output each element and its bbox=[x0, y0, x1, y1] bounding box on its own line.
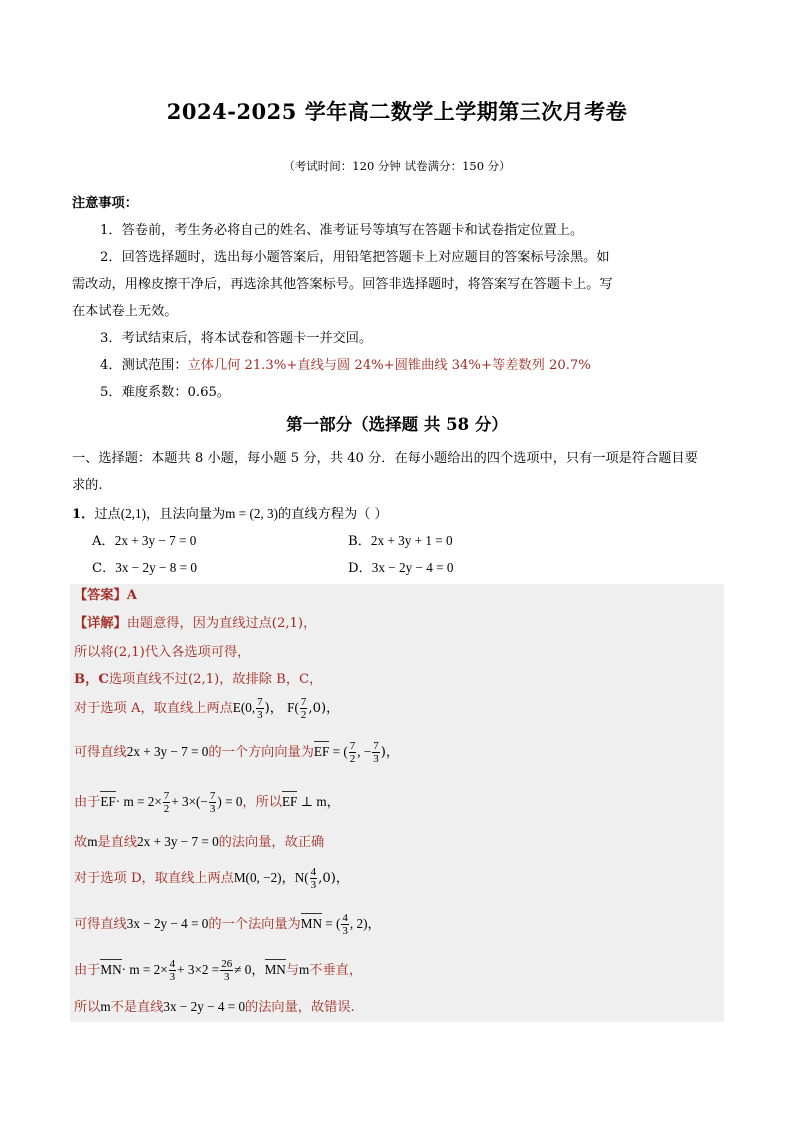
fraction: $\frac{26}{3}$ bbox=[221, 958, 233, 983]
notice-item-4 bbox=[100, 354, 591, 373]
vector-mn: MN bbox=[100, 962, 122, 977]
vector-m: m bbox=[87, 834, 98, 849]
question-1-stem bbox=[72, 503, 388, 522]
answer-tag: 【答案】 bbox=[74, 588, 127, 603]
range-label: 4．测试范围： bbox=[100, 358, 188, 373]
answer-line bbox=[74, 584, 137, 603]
notice-item-2: 2．回答选择题时，选出每小题答案后，用铅笔把答题卡上对应题目的答案标号涂黑。如 bbox=[100, 250, 610, 265]
detail-line-11 bbox=[74, 996, 355, 1015]
vector-ef: EF bbox=[313, 744, 330, 759]
option-label: D． bbox=[348, 561, 372, 576]
stem-point: (2,1) bbox=[120, 506, 147, 521]
fraction: $\frac{7}{2}$ bbox=[349, 740, 356, 765]
vector-ef: EF bbox=[100, 794, 116, 809]
solution-text: 可得直线 bbox=[74, 917, 127, 932]
stem-part: 的直线方程为（ ） bbox=[278, 507, 388, 522]
expression: + 3×2 = bbox=[177, 962, 220, 977]
vector-ef: EF bbox=[281, 794, 298, 809]
option-text: 3x − 2y − 4 = 0 bbox=[371, 560, 454, 575]
point-n: N( bbox=[294, 870, 309, 885]
equation: 3x − 2y − 4 = 0 bbox=[163, 999, 246, 1014]
equation: 3x − 2y − 4 = 0 bbox=[126, 916, 209, 931]
detail-line-5: 可得直线2x + 3y − 7 = 0的一个方向向量为EF = ( $\frac{7}{2}$ , − $\frac{7}{3}$ )， bbox=[74, 740, 400, 765]
notice-item-3: 3．考试结束后，将本试卷和答题卡一并交回。 bbox=[100, 331, 373, 346]
detail-line-1 bbox=[74, 612, 316, 631]
option-text: 3x − 2y − 8 = 0 bbox=[115, 560, 197, 575]
notice-heading: 注意事项： bbox=[72, 196, 138, 211]
detail-line-7 bbox=[74, 831, 324, 850]
range-value: 立体几何 21.3%+直线与圆 24%+圆锥曲线 34%+等差数列 20.7% bbox=[187, 358, 591, 373]
solution-text: 的一个法向量为 bbox=[208, 917, 301, 932]
stem-part: ，且法向量为 bbox=[146, 507, 226, 522]
fraction: $\frac{4}{3}$ bbox=[310, 866, 317, 891]
expression: + 3×(− bbox=[171, 794, 208, 809]
solution-text: 选项直线不过(2,1)，故排除 B，C， bbox=[108, 672, 323, 687]
vector-mn: MN bbox=[264, 962, 286, 977]
section-title: 第一部分（选择题 共 58 分） bbox=[286, 415, 508, 434]
solution-text: 由于 bbox=[74, 963, 101, 978]
detail-tag: 【详解】 bbox=[74, 616, 127, 631]
solution-text: 由于 bbox=[74, 795, 101, 810]
fraction: $\frac{7}{2}$ bbox=[300, 696, 307, 721]
stem-part: 过点 bbox=[94, 507, 121, 522]
solution-text: 与 bbox=[285, 963, 299, 978]
solution-text: 可得直线 bbox=[74, 745, 127, 760]
stem-vector: m = (2, 3) bbox=[225, 506, 279, 521]
section-instruction-cont: 求的. bbox=[72, 478, 103, 493]
fraction: $\frac{7}{2}$ bbox=[163, 790, 170, 815]
notice-item-2-end: 在本试卷上无效。 bbox=[72, 304, 178, 319]
point-e: E(0, bbox=[232, 700, 256, 715]
vector-mn: MN bbox=[300, 916, 322, 931]
expression: · m = 2× bbox=[121, 962, 168, 977]
fraction: $\frac{7}{3}$ bbox=[209, 790, 216, 815]
point-m: M(0, −2) bbox=[233, 870, 282, 885]
detail-line-9: 可得直线3x − 2y − 4 = 0的一个法向量为MN = ( $\frac{4}{3}$ , 2)， bbox=[74, 912, 381, 937]
section-instruction: 一、选择题：本题共 8 小题，每小题 5 分，共 40 分．在每小题给出的四个选项中，只有一项是符合题目要 bbox=[72, 451, 698, 466]
notice-item-1: 1．答卷前，考生务必将自己的姓名、准考证号等填写在答题卡和试卷指定位置上。 bbox=[100, 223, 584, 238]
option-b bbox=[348, 530, 453, 549]
equation: 2x + 3y − 7 = 0 bbox=[126, 744, 209, 759]
detail-line-6: 由于EF· m = 2× $\frac{7}{2}$ + 3×(− $\frac{7}{3}$ ) = 0，所以EF ⊥ m， bbox=[74, 790, 340, 815]
option-text: 2x + 3y + 1 = 0 bbox=[370, 533, 453, 548]
solution-text: 不垂直， bbox=[309, 963, 363, 978]
solution-text: 的法向量，故正确 bbox=[218, 835, 325, 850]
solution-text: 故 bbox=[74, 835, 88, 850]
vector-m: m bbox=[299, 962, 310, 977]
page-title: 2024-2025 学年高二数学上学期第三次月考卷 bbox=[166, 99, 628, 124]
solution-text: 的法向量，故错误. bbox=[245, 1000, 355, 1015]
answer-value: A bbox=[126, 588, 137, 603]
option-text: 2x + 3y − 7 = 0 bbox=[114, 533, 197, 548]
solution-text: B，C bbox=[74, 672, 109, 687]
expression: ) = 0 bbox=[217, 794, 243, 809]
fraction: $\frac{7}{3}$ bbox=[373, 740, 379, 765]
equation: 2x + 3y − 7 = 0 bbox=[137, 834, 219, 849]
option-label: A． bbox=[92, 534, 115, 549]
solution-text: 的一个方向向量为 bbox=[208, 745, 314, 760]
detail-line-2: 所以将(2,1)代入各选项可得， bbox=[74, 645, 251, 660]
point-f: F( bbox=[287, 700, 299, 715]
vector-m: m bbox=[100, 999, 111, 1014]
notice-item-2-cont: 需改动，用橡皮擦干净后，再选涂其他答案标号。回答非选择题时，将答案写在答题卡上。写 bbox=[72, 277, 613, 292]
fraction: $\frac{7}{3}$ bbox=[257, 696, 263, 721]
option-c bbox=[92, 557, 197, 576]
solution-text: ，所以 bbox=[242, 795, 282, 810]
notice-item-5: 5．难度系数：0.65。 bbox=[100, 385, 231, 400]
option-label: C． bbox=[92, 561, 116, 576]
option-a bbox=[92, 530, 196, 549]
fraction: $\frac{4}{3}$ bbox=[342, 912, 348, 937]
solution-text: 对于选项 D，取直线上两点 bbox=[74, 871, 234, 886]
detail-line-4: 对于选项 A，取直线上两点E(0, $\frac{7}{3}$ )， F( $\frac{7}{2}$ ,0)， bbox=[74, 696, 340, 721]
solution-text: 对于选项 A，取直线上两点 bbox=[74, 701, 233, 716]
option-d bbox=[348, 557, 453, 576]
fraction: $\frac{4}{3}$ bbox=[169, 958, 176, 983]
expression: · m = 2× bbox=[115, 794, 162, 809]
perpendicular: ⊥ m bbox=[300, 794, 327, 809]
option-label: B． bbox=[348, 534, 371, 549]
question-number: 1． bbox=[72, 507, 95, 522]
detail-line-3 bbox=[74, 668, 322, 687]
solution-text: 由题意得，因为直线过点(2,1)， bbox=[126, 616, 317, 631]
solution-text: 不是直线 bbox=[110, 1000, 164, 1015]
solution-block bbox=[70, 584, 724, 1022]
expression: ≠ 0， bbox=[234, 962, 265, 977]
detail-line-10 bbox=[74, 958, 362, 983]
solution-text: 是直线 bbox=[97, 835, 138, 850]
solution-text: 所以 bbox=[74, 1000, 101, 1015]
exam-info: （考试时间：120 分钟 试卷满分：150 分） bbox=[283, 159, 511, 173]
detail-line-8: 对于选项 D，取直线上两点M(0, −2)，N( $\frac{4}{3}$ ,0)， bbox=[74, 866, 350, 891]
